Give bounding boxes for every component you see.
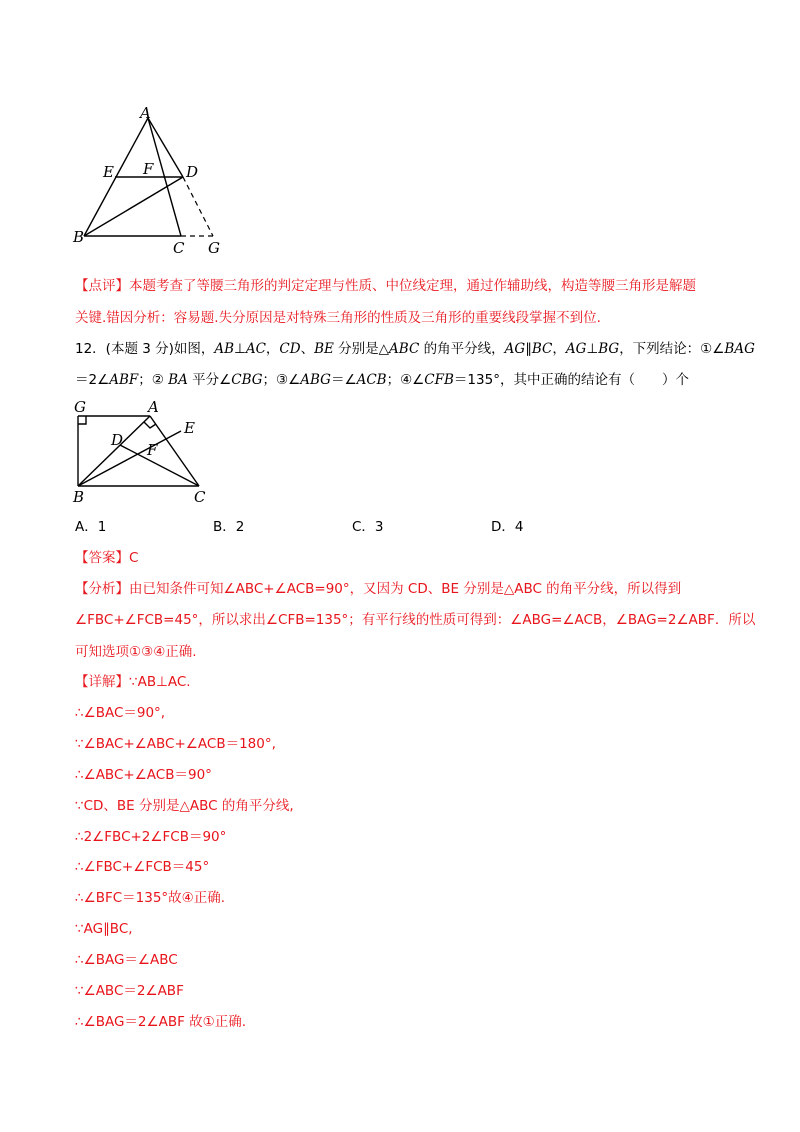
option-d: D．4	[491, 519, 524, 535]
label-G: G	[74, 398, 86, 416]
triangle-figure-1	[70, 104, 260, 264]
question-line-1	[75, 339, 755, 359]
q-text: BG	[598, 341, 620, 357]
q-text: CFB	[424, 372, 454, 388]
q-text: ；③∠	[262, 372, 301, 388]
label-C: C	[173, 239, 185, 257]
segment-AB	[78, 416, 150, 486]
segment-BD	[84, 177, 183, 236]
q-text: ABF	[109, 372, 139, 388]
q-text: BC	[531, 341, 553, 357]
q-text: CBG	[231, 372, 263, 388]
q-text: BAG	[724, 341, 755, 357]
q-text: ＝2∠	[75, 372, 110, 388]
label-A: A	[148, 398, 159, 416]
q-text: 平分∠	[187, 372, 232, 388]
segment-CD	[120, 445, 199, 486]
label-G: G	[208, 239, 220, 257]
analysis-text-3: 可知选项①③④正确.	[75, 644, 197, 660]
q-text: ＝135°，其中正确的结论有（ ）个	[453, 372, 689, 388]
option-c: C．3	[352, 519, 384, 535]
q-text: CD	[279, 341, 301, 357]
detail-step: ∴∠BFC＝135°故④正确.	[75, 890, 226, 906]
q-text: ACB	[356, 372, 387, 388]
analysis-line-1	[75, 579, 735, 599]
answer-value: C	[129, 550, 139, 566]
option-b: B．2	[213, 519, 245, 535]
q-text: ；②	[138, 372, 169, 388]
label-C: C	[194, 488, 206, 506]
detail-step: ∵∠ABC＝2∠ABF	[75, 983, 184, 999]
comment-line-2	[75, 308, 735, 328]
answer-line	[75, 548, 735, 568]
label-F: F	[143, 160, 154, 178]
q-text: ABG	[300, 372, 331, 388]
label-F: F	[147, 441, 158, 459]
label-D: D	[186, 163, 199, 181]
segment-BE	[78, 431, 181, 486]
q-text: AG	[504, 341, 526, 357]
detail-step: ∴∠BAC＝90°,	[75, 705, 166, 721]
comment-text-1: 本题考查了等腰三角形的判定定理与性质、中位线定理，通过作辅助线，构造等腰三角形是解题	[129, 278, 696, 294]
label-E: E	[184, 419, 195, 437]
analysis-text-1: 由已知条件可知∠ABC+∠ACB=90°，又因为 CD、BE 分别是△ABC 的角平分线，所以得到	[129, 581, 682, 597]
analysis-text-2: ∠FBC+∠FCB=45°，所以求出∠CFB=135°；有平行线的性质可得到：∠ABG=∠ACB，∠BAG=2∠ABF．所以	[75, 612, 756, 628]
right-angle-mark-G	[78, 416, 86, 424]
analysis-line-3	[75, 642, 735, 662]
q-text: ∥	[525, 341, 532, 357]
q-text: BE	[314, 341, 334, 357]
dashed-DG	[183, 177, 213, 236]
label-B: B	[73, 488, 85, 506]
detail-step: ∵∠BAC+∠ABC+∠ACB＝180°,	[75, 736, 276, 752]
q-text: AB	[214, 341, 235, 357]
q-text: ⊥	[234, 341, 246, 357]
detail-step: ∴∠BAG＝∠ABC	[75, 952, 178, 968]
detail-step: ∴∠FBC+∠FCB＝45°	[75, 859, 210, 875]
q-text: 的角平分线，	[419, 341, 505, 357]
q-text: ABC	[389, 341, 420, 357]
label-D: D	[111, 431, 124, 449]
q-text: ＝∠	[330, 372, 357, 388]
trapezoid-figure-2	[68, 398, 218, 508]
label-B: B	[73, 228, 85, 246]
answer-tag: 【答案】	[75, 550, 129, 566]
q-text: ；④∠	[386, 372, 425, 388]
q-text: 、	[300, 341, 315, 357]
detail-first-step: ∵AB⊥AC.	[129, 674, 191, 690]
q-text: BA	[168, 372, 188, 388]
q-text: ，	[265, 341, 280, 357]
q-text: ，	[552, 341, 566, 357]
detail-step: ∴∠ABC+∠ACB＝90°	[75, 767, 212, 783]
option-a: A．1	[75, 519, 107, 535]
question-line-2	[75, 370, 735, 390]
analysis-line-2	[75, 610, 756, 630]
detail-line-first	[75, 672, 735, 692]
detail-tag: 【详解】	[75, 674, 129, 690]
q-text: ，下列结论：①∠	[619, 341, 725, 357]
q-text: 分别是△	[333, 341, 390, 357]
label-A: A	[140, 104, 151, 122]
q-text: ⊥	[586, 341, 599, 357]
detail-step: ∴∠BAG＝2∠ABF 故①正确.	[75, 1014, 247, 1030]
comment-line-1	[75, 276, 735, 296]
detail-step: ∵CD、BE 分别是△ABC 的角平分线,	[75, 798, 294, 814]
analysis-tag: 【分析】	[75, 581, 129, 597]
label-E: E	[103, 163, 114, 181]
comment-tag: 【点评】	[75, 278, 129, 294]
comment-text-2: 关键.错因分析：容易题.失分原因是对特殊三角形的性质及三角形的重要线段掌握不到位.	[75, 310, 601, 326]
q-text: 12．(本题 3 分)如图，	[75, 341, 215, 357]
detail-step: ∵AG∥BC,	[75, 921, 133, 937]
detail-step: ∴2∠FBC+2∠FCB＝90°	[75, 829, 227, 845]
q-text: AG	[565, 341, 587, 357]
q-text: AC	[245, 341, 266, 357]
